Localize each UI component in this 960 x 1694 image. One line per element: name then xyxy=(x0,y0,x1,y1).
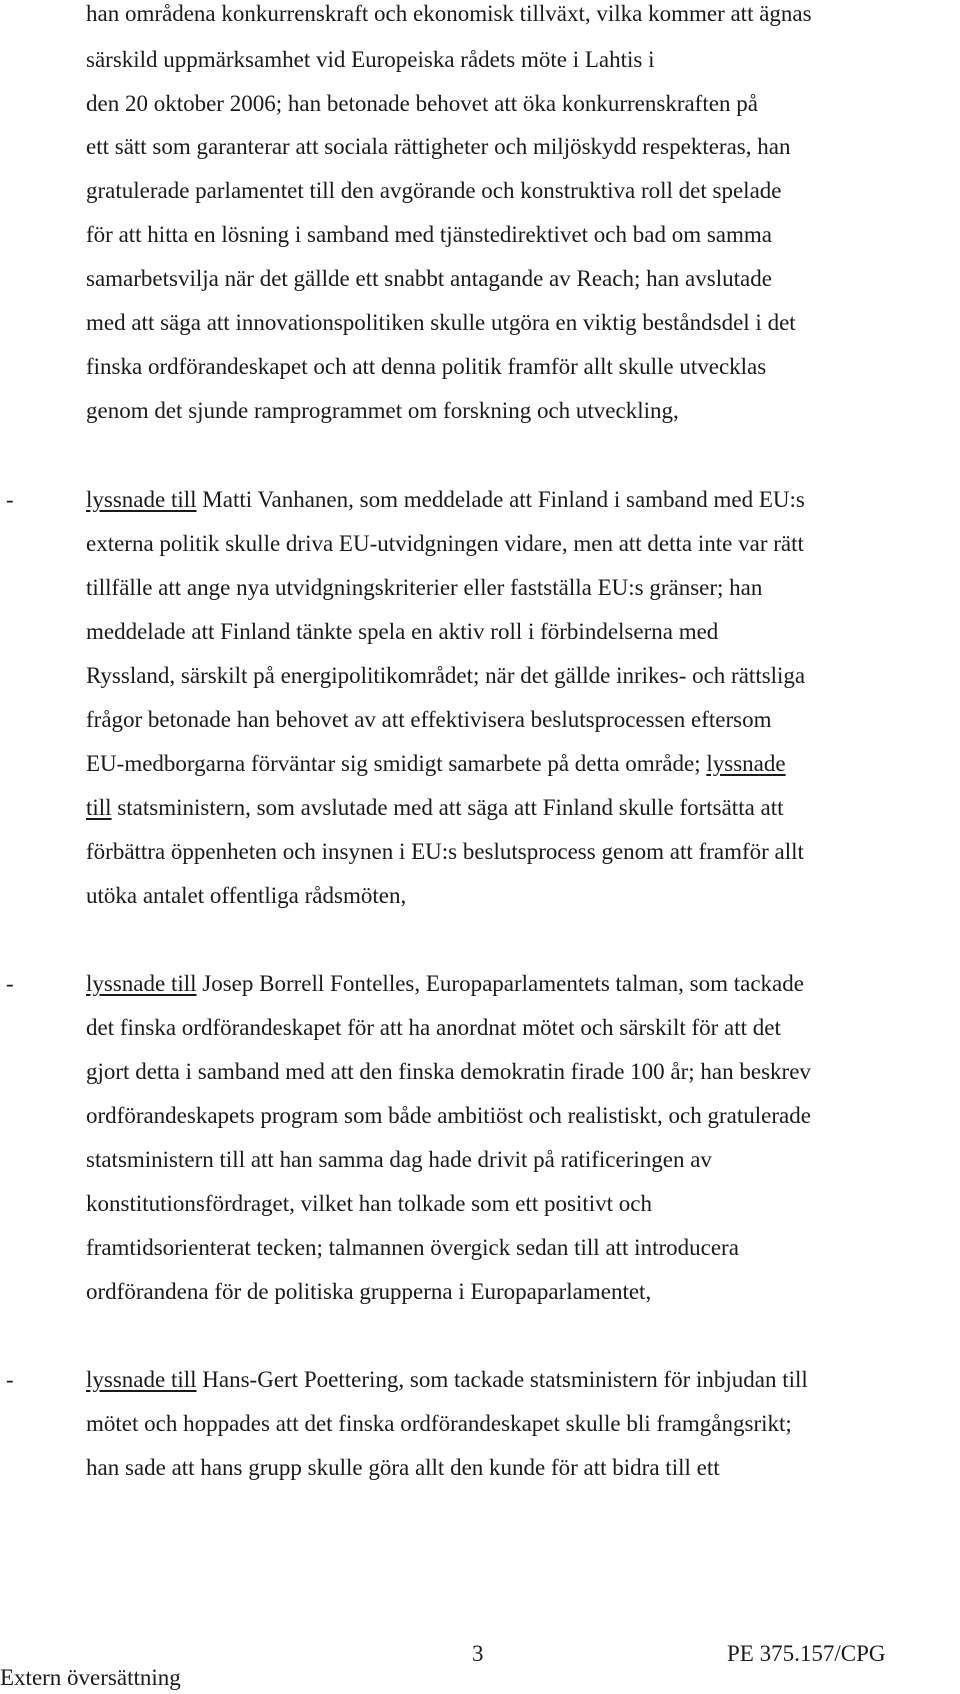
underlined-lead: till xyxy=(86,795,112,820)
text-line: gratulerade parlamentet till den avgörande och konstruktiva roll det spelade xyxy=(86,178,782,203)
text-line: med att säga att innovationspolitiken skulle utgöra en viktig beståndsdel i det xyxy=(86,310,796,335)
text-line: han områdena konkurrenskraft och ekonomisk tillväxt, vilka kommer att ägnas xyxy=(86,1,812,26)
text-line: frågor betonade han behovet av att effektivisera beslutsprocessen eftersom xyxy=(86,707,772,732)
text-line: konstitutionsfördraget, vilket han tolkade som ett positivt och xyxy=(86,1191,652,1216)
text-span: Hans-Gert Poettering, som tackade statsministern för inbjudan till xyxy=(196,1367,808,1392)
text-line: Ryssland, särskilt på energipolitikområdet; när det gällde inrikes- och rättsliga xyxy=(86,663,806,688)
underlined-lead: lyssnade xyxy=(706,751,786,776)
underlined-lead: lyssnade till xyxy=(86,487,197,512)
text-span: statsministern, som avslutade med att säga att Finland skulle fortsätta att xyxy=(111,795,784,820)
underlined-lead: lyssnade till xyxy=(86,971,197,996)
text-line: externa politik skulle driva EU-utvidgningen vidare, men att detta inte var rätt xyxy=(86,531,804,556)
page-number: 3 xyxy=(472,1641,484,1666)
text-span: EU-medborgarna förväntar sig smidigt samarbete på detta område; xyxy=(86,751,707,776)
text-line: utöka antalet offentliga rådsmöten, xyxy=(86,883,407,908)
text-line: han sade att hans grupp skulle göra allt den kunde för att bidra till ett xyxy=(86,1455,720,1480)
text-span: Matti Vanhanen, som meddelade att Finland i samband med EU:s xyxy=(196,487,805,512)
text-line: meddelade att Finland tänkte spela en aktiv roll i förbindelserna med xyxy=(86,619,719,644)
text-line: förbättra öppenheten och insynen i EU:s beslutsprocess genom att framför allt xyxy=(86,839,804,864)
text-line: ordförandena för de politiska grupperna i Europaparlamentet, xyxy=(86,1279,652,1304)
list-dash: - xyxy=(6,487,14,512)
text-span: Josep Borrell Fontelles, Europaparlamentets talman, som tackade xyxy=(196,971,804,996)
text-line: statsministern till att han samma dag hade drivit på ratificeringen av xyxy=(86,1147,712,1172)
list-dash: - xyxy=(6,1367,14,1392)
text-line xyxy=(86,970,804,998)
text-line: framtidsorienterat tecken; talmannen övergick sedan till att introducera xyxy=(86,1235,739,1260)
text-line: tillfälle att ange nya utvidgningskriterier eller fastställa EU:s gränser; han xyxy=(86,575,763,600)
text-line xyxy=(86,486,805,514)
text-line: det finska ordförandeskapet för att ha anordnat mötet och särskilt för att det xyxy=(86,1015,781,1040)
text-line: samarbetsvilja när det gällde ett snabbt antagande av Reach; han avslutade xyxy=(86,266,772,291)
underlined-lead: lyssnade till xyxy=(86,1367,197,1392)
text-line: mötet och hoppades att det finska ordförandeskapet skulle bli framgångsrikt; xyxy=(86,1411,792,1436)
text-line xyxy=(86,1366,808,1394)
text-line xyxy=(86,750,786,778)
text-line: genom det sjunde ramprogrammet om forskning och utveckling, xyxy=(86,398,679,423)
text-line: särskild uppmärksamhet vid Europeiska rådets möte i Lahtis i xyxy=(86,47,655,72)
text-line: ett sätt som garanterar att sociala rättigheter och miljöskydd respekteras, han xyxy=(86,134,791,159)
footer-label: Extern översättning xyxy=(0,1665,181,1690)
list-dash: - xyxy=(6,971,14,996)
text-line: finska ordförandeskapet och att denna politik framför allt skulle utvecklas xyxy=(86,354,767,379)
text-line: för att hitta en lösning i samband med tjänstedirektivet och bad om samma xyxy=(86,222,773,247)
document-reference: PE 375.157/CPG xyxy=(727,1641,886,1666)
text-line: den 20 oktober 2006; han betonade behovet att öka konkurrenskraften på xyxy=(86,91,758,116)
text-line: ordförandeskapets program som både ambitiöst och realistiskt, och gratulerade xyxy=(86,1103,811,1128)
text-line: gjort detta i samband med att den finska demokratin firade 100 år; han beskrev xyxy=(86,1059,811,1084)
text-line xyxy=(86,794,784,822)
